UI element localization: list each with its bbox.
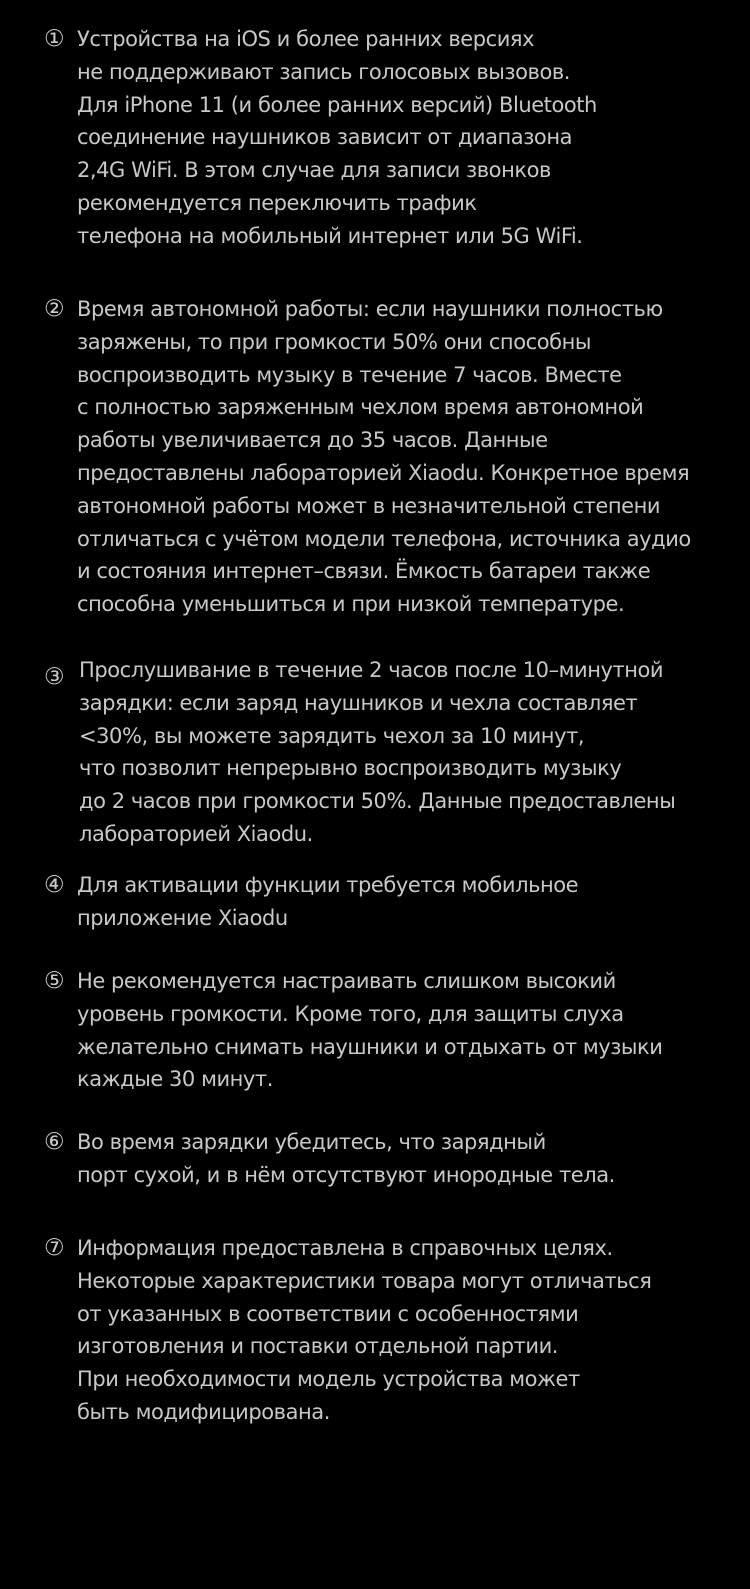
note-line: Для активации функции требуется мобильное — [77, 873, 579, 897]
note-text — [77, 965, 662, 1096]
note-line: не поддерживают запись голосовых вызовов. — [77, 59, 571, 84]
note-text — [77, 1232, 651, 1429]
note-text — [77, 23, 597, 253]
note-line: Информация предоставлена в справочных целях. — [77, 1236, 613, 1260]
note-line: Для iPhone 11 (и более ранних версий) Bluetooth — [77, 92, 597, 117]
note-marker: ⑤ — [44, 968, 65, 994]
note-marker: ③ — [44, 664, 65, 690]
note-line: Устройства на iOS и более ранних версиях — [77, 27, 535, 51]
note-line: и состояния интернет–связи. Ёмкость батареи также — [77, 559, 651, 584]
note-line: от указанных в соответствии с особенностями — [77, 1301, 579, 1326]
note-line: порт сухой, и в нём отсутствуют инородные тела. — [77, 1162, 615, 1187]
note-line: Время автономной работы: если наушники полностью — [77, 297, 663, 321]
note-marker: ④ — [44, 872, 65, 898]
note-line: каждые 30 минут. — [77, 1067, 273, 1092]
note-line: 2,4G WiFi. В этом случае для записи звонков — [77, 158, 551, 183]
note-text — [77, 869, 578, 935]
note-line: способна уменьшиться и при низкой температуре. — [77, 592, 625, 617]
note-line: быть модифицирована. — [77, 1399, 330, 1424]
note-marker: ② — [44, 296, 65, 322]
note-line: уровень громкости. Кроме того, для защиты слуха — [77, 1001, 624, 1026]
note-line: что позволит непрерывно воспроизводить музыку — [79, 756, 622, 781]
note-line: до 2 часов при громкости 50%. Данные предоставлены — [79, 789, 676, 814]
note-line: отличаться с учётом модели телефона, источника аудио — [77, 526, 691, 551]
note-line: желательно снимать наушники и отдыхать от музыки — [77, 1034, 663, 1059]
note-line: соединение наушников зависит от диапазона — [77, 125, 573, 150]
note-line: Некоторые характеристики товара могут отличаться — [77, 1268, 652, 1293]
note-line: зарядки: если заряд наушников и чехла составляет — [79, 690, 638, 715]
note-line: лабораторией Xiaodu. — [79, 821, 313, 846]
note-line: заряжены, то при громкости 50% они способны — [77, 329, 592, 354]
note-line: работы увеличивается до 35 часов. Данные — [77, 428, 548, 453]
note-text — [79, 654, 675, 851]
note-marker: ⑥ — [44, 1129, 65, 1155]
note-line: <30%, вы можете зарядить чехол за 10 минут, — [79, 723, 585, 748]
note-line: При необходимости модель устройства может — [77, 1367, 580, 1392]
note-line: Прослушивание в течение 2 часов после 10–минутной — [79, 658, 664, 682]
note-text — [77, 1126, 615, 1192]
note-marker: ⑦ — [44, 1235, 65, 1261]
note-line: телефона на мобильный интернет или 5G WiFi. — [77, 223, 583, 248]
note-line: Во время зарядки убедитесь, что зарядный — [77, 1130, 546, 1154]
note-line: приложение Xiaodu — [77, 905, 288, 930]
note-text — [77, 293, 691, 621]
note-line: Не рекомендуется настраивать слишком высокий — [77, 969, 616, 993]
note-line: изготовления и поставки отдельной партии. — [77, 1334, 559, 1359]
note-line: воспроизводить музыку в течение 7 часов. Вместе — [77, 362, 622, 387]
note-line: рекомендуется переключить трафик — [77, 190, 477, 215]
note-line: автономной работы может в незначительной степени — [77, 493, 661, 518]
note-marker: ① — [44, 26, 65, 52]
note-line: с полностью заряженным чехлом время автономной — [77, 395, 644, 420]
note-line: предоставлены лабораторией Xiaodu. Конкретное время — [77, 460, 690, 485]
